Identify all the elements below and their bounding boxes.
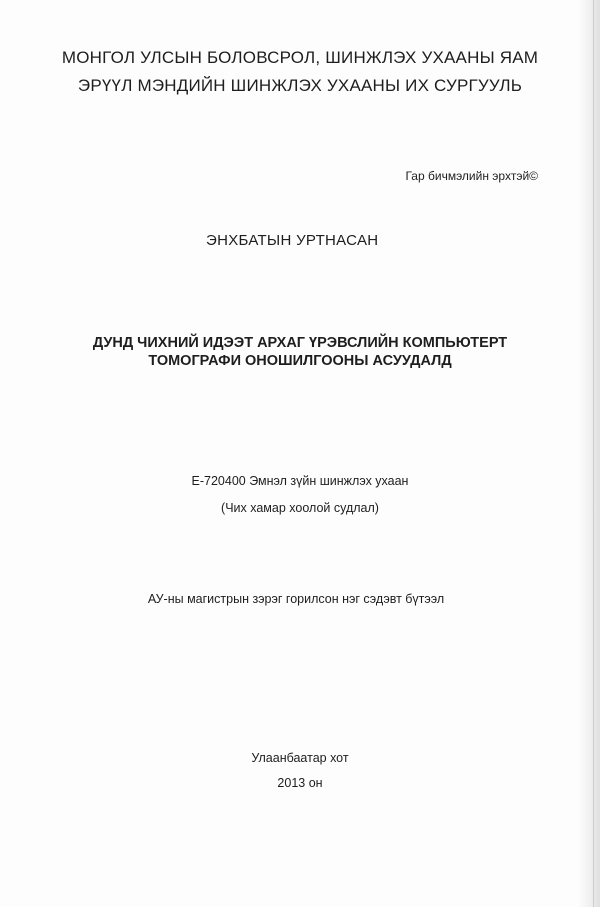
specialty-subfield: (Чих хамар хоолой судлал) bbox=[221, 501, 379, 515]
degree-statement: АУ-ны магистрын зэрэг горилсон нэг сэдэвт бүтээл bbox=[147, 592, 445, 606]
author-name: ЭНХБАТЫН УРТНАСАН bbox=[206, 232, 379, 249]
scan-edge-line bbox=[593, 0, 594, 907]
scan-edge-shadow bbox=[578, 0, 600, 907]
ministry-name: МОНГОЛ УЛСЫН БОЛОВСРОЛ, ШИНЖЛЭХ УХААНЫ ЯАМ bbox=[61, 48, 539, 67]
university-name: ЭРҮҮЛ МЭНДИЙН ШИНЖЛЭХ УХААНЫ ИХ СУРГУУЛЬ bbox=[77, 76, 523, 95]
publication-year: 2013 он bbox=[277, 776, 323, 790]
thesis-title-line-2: ТОМОГРАФИ ОНОШИЛГООНЫ АСУУДАЛД bbox=[148, 353, 452, 369]
copyright-note: Гар бичмэлийн эрхтэй© bbox=[405, 169, 538, 183]
place-of-publication: Улаанбаатар хот bbox=[251, 751, 349, 765]
thesis-title-line-1: ДУНД ЧИХНИЙ ИДЭЭТ АРХАГ ҮРЭВСЛИЙН КОМПЬЮТЕРТ bbox=[92, 335, 508, 351]
specialty-code: Е-720400 Эмнэл зүйн шинжлэх ухаан bbox=[191, 474, 409, 488]
